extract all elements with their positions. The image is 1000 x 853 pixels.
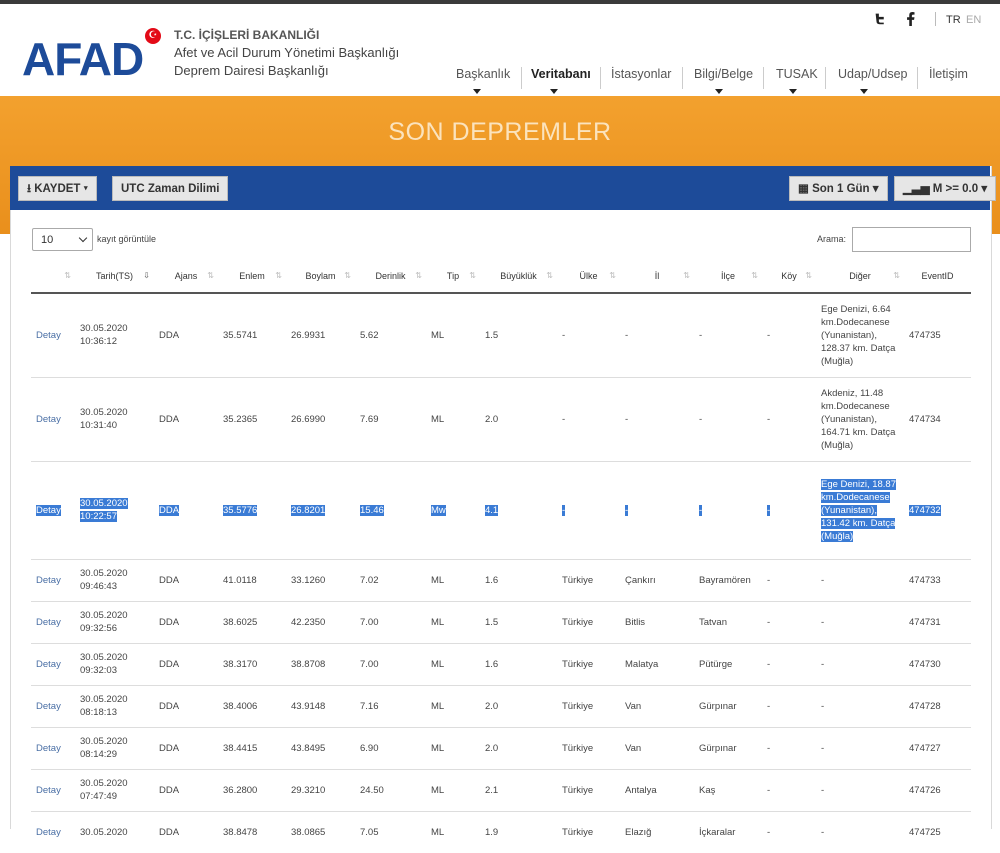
event-id-cell: 474733 — [904, 559, 971, 601]
agency-cell: DDA — [154, 811, 218, 853]
country-cell: Türkiye — [557, 811, 620, 853]
type-cell: ML — [426, 727, 480, 769]
latitude-cell: 38.4415 — [218, 727, 286, 769]
nav-separator — [917, 67, 918, 89]
latitude-cell: 35.5741 — [218, 293, 286, 377]
district-cell: Gürpınar — [694, 685, 762, 727]
magnitude-cell: 1.9 — [480, 811, 557, 853]
table-row[interactable] — [31, 461, 971, 559]
detay-link[interactable]: Detay — [31, 293, 75, 377]
search-input[interactable] — [852, 227, 971, 252]
agency-cell: DDA — [154, 293, 218, 377]
nav-separator — [763, 67, 764, 89]
magnitude-cell: 1.6 — [480, 559, 557, 601]
village-cell: - — [762, 685, 816, 727]
country-cell: - — [557, 377, 620, 461]
nav-udap-udsep[interactable]: Udap/Udsep — [838, 67, 908, 81]
magnitude-filter-label: M >= 0.0 — [932, 183, 979, 195]
type-cell: ML — [426, 769, 480, 811]
province-cell: Çankırı — [620, 559, 694, 601]
province-cell: - — [620, 377, 694, 461]
org-line-ministry: T.C. İÇİŞLERİ BAKANLIĞI — [174, 28, 320, 42]
twitter-icon[interactable] — [874, 12, 887, 29]
nav-tusak[interactable]: TUSAK — [776, 67, 818, 81]
column-header[interactable]: Tarih(TS) ⇩ — [75, 260, 154, 293]
district-cell: - — [694, 377, 762, 461]
type-cell: ML — [426, 601, 480, 643]
country-cell: - — [557, 293, 620, 377]
event-id-cell: 474725 — [904, 811, 971, 853]
page-length-value: 10 — [41, 234, 54, 246]
type-cell: ML — [426, 811, 480, 853]
caret-down-icon: ▾ — [981, 183, 988, 195]
type-cell: Mw — [426, 461, 480, 559]
district-cell: Kaş — [694, 769, 762, 811]
longitude-cell: 26.8201 — [286, 461, 355, 559]
village-cell: - — [762, 601, 816, 643]
sort-icon: ⇅ — [344, 271, 351, 280]
country-cell: Türkiye — [557, 643, 620, 685]
latitude-cell: 38.4006 — [218, 685, 286, 727]
chevron-down-icon — [550, 89, 558, 94]
sort-icon: ⇅ — [64, 271, 71, 280]
longitude-cell: 38.8708 — [286, 643, 355, 685]
page-length-label: kayıt görüntüle — [97, 234, 157, 244]
type-cell: ML — [426, 685, 480, 727]
event-id-cell: 474734 — [904, 377, 971, 461]
utc-timezone-label: UTC Zaman Dilimi — [121, 183, 220, 195]
detay-link[interactable]: Detay — [31, 461, 75, 559]
type-cell: ML — [426, 559, 480, 601]
nav-veritabani[interactable]: Veritabanı — [531, 67, 591, 81]
other-cell: - — [816, 727, 904, 769]
table-row[interactable] — [31, 601, 971, 643]
village-cell: - — [762, 461, 816, 559]
other-cell: - — [816, 769, 904, 811]
type-cell: ML — [426, 377, 480, 461]
chevron-down-icon — [79, 234, 87, 242]
other-cell: Ege Denizi, 6.64 km.Dodecanese (Yunanistan), 128.37 km. Datça (Muğla) — [816, 293, 904, 377]
magnitude-cell: 2.0 — [480, 377, 557, 461]
nav-separator — [825, 67, 826, 89]
sort-icon: ⇅ — [683, 271, 690, 280]
search-label: Arama: — [817, 234, 847, 244]
period-filter-button[interactable] — [789, 176, 888, 201]
province-cell: - — [620, 293, 694, 377]
village-cell: - — [762, 811, 816, 853]
sort-icon: ⇅ — [207, 271, 214, 280]
column-header[interactable]: Derinlik ⇅ — [355, 260, 426, 293]
longitude-cell: 43.8495 — [286, 727, 355, 769]
table-row[interactable] — [31, 685, 971, 727]
other-cell: - — [816, 643, 904, 685]
detay-link[interactable]: Detay — [31, 769, 75, 811]
download-icon: ⭳ — [27, 183, 32, 195]
event-id-cell: 474731 — [904, 601, 971, 643]
sort-icon: ⇅ — [805, 271, 812, 280]
district-cell: Pütürge — [694, 643, 762, 685]
province-cell: Van — [620, 685, 694, 727]
latitude-cell: 38.6025 — [218, 601, 286, 643]
longitude-cell: 38.0865 — [286, 811, 355, 853]
date-cell: 30.05.2020 09:32:03 — [75, 643, 154, 685]
calendar-icon: ▦ — [798, 183, 809, 195]
other-cell: - — [816, 559, 904, 601]
village-cell: - — [762, 377, 816, 461]
caret-down-icon: ▾ — [872, 183, 879, 195]
date-cell: 30.05.2020 09:46:43 — [75, 559, 154, 601]
longitude-cell: 42.2350 — [286, 601, 355, 643]
date-cell: 30.05.2020 09:32:56 — [75, 601, 154, 643]
magnitude-cell: 1.5 — [480, 601, 557, 643]
country-cell: Türkiye — [557, 769, 620, 811]
depth-cell: 7.69 — [355, 377, 426, 461]
agency-cell: DDA — [154, 727, 218, 769]
org-line-department: Deprem Dairesi Başkanlığı — [174, 63, 329, 78]
date-cell: 30.05.2020 10:22:57 — [75, 461, 154, 559]
page-title: SON DEPREMLER — [388, 118, 612, 146]
depth-cell: 7.00 — [355, 643, 426, 685]
magnitude-cell: 2.0 — [480, 685, 557, 727]
facebook-icon[interactable] — [906, 12, 916, 30]
longitude-cell: 33.1260 — [286, 559, 355, 601]
detay-link[interactable]: Detay — [31, 601, 75, 643]
district-cell: Bayramören — [694, 559, 762, 601]
latitude-cell: 36.2800 — [218, 769, 286, 811]
column-header[interactable]: EventID — [904, 260, 971, 293]
country-cell: Türkiye — [557, 727, 620, 769]
nav-bilgi-belge[interactable]: Bilgi/Belge — [694, 67, 754, 81]
sort-icon: ⇅ — [751, 271, 758, 280]
table-row[interactable] — [31, 727, 971, 769]
province-cell: Bitlis — [620, 601, 694, 643]
other-cell: - — [816, 685, 904, 727]
table-row[interactable] — [31, 769, 971, 811]
district-cell: Tatvan — [694, 601, 762, 643]
detay-link[interactable]: Detay — [31, 559, 75, 601]
detay-link[interactable]: Detay — [31, 811, 75, 853]
chevron-down-icon — [789, 89, 797, 94]
agency-cell: DDA — [154, 461, 218, 559]
nav-separator — [682, 67, 683, 89]
latitude-cell: 35.2365 — [218, 377, 286, 461]
depth-cell: 7.16 — [355, 685, 426, 727]
sort-icon: ⇅ — [893, 271, 900, 280]
date-cell: 30.05.2020 — [75, 811, 154, 853]
province-cell: - — [620, 461, 694, 559]
depth-cell: 6.90 — [355, 727, 426, 769]
village-cell: - — [762, 643, 816, 685]
lang-tr-link[interactable]: TR — [946, 14, 961, 26]
province-cell: Antalya — [620, 769, 694, 811]
nav-baskanlik[interactable]: Başkanlık — [456, 67, 511, 81]
detay-link[interactable]: Detay — [31, 643, 75, 685]
type-cell: ML — [426, 643, 480, 685]
longitude-cell: 26.9931 — [286, 293, 355, 377]
org-line-afad: Afet ve Acil Durum Yönetimi Başkanlığı — [174, 45, 400, 60]
table-header-row — [31, 260, 971, 293]
sort-icon: ⇅ — [415, 271, 422, 280]
nav-iletisim[interactable]: İletişim — [929, 67, 968, 81]
event-id-cell: 474727 — [904, 727, 971, 769]
date-cell: 30.05.2020 07:47:49 — [75, 769, 154, 811]
turkish-flag-icon: ☪ — [145, 28, 161, 44]
depth-cell: 24.50 — [355, 769, 426, 811]
agency-cell: DDA — [154, 559, 218, 601]
column-header[interactable] — [31, 260, 75, 293]
signal-bars-icon: ▁▃▅ — [903, 183, 930, 195]
agency-cell: DDA — [154, 769, 218, 811]
latitude-cell: 38.8478 — [218, 811, 286, 853]
save-button[interactable] — [18, 176, 97, 201]
sort-icon: ⇅ — [275, 271, 282, 280]
column-header[interactable]: Ülke ⇅ — [557, 260, 620, 293]
column-header[interactable]: Köy ⇅ — [762, 260, 816, 293]
earthquake-table — [31, 260, 971, 853]
save-button-label: KAYDET — [34, 183, 81, 195]
province-cell: Van — [620, 727, 694, 769]
province-cell: Elazığ — [620, 811, 694, 853]
caret-down-icon: ▾ — [83, 183, 88, 195]
event-id-cell: 474735 — [904, 293, 971, 377]
district-cell: - — [694, 293, 762, 377]
table-row[interactable] — [31, 643, 971, 685]
column-header[interactable]: Ajans ⇅ — [154, 260, 218, 293]
table-row[interactable] — [31, 377, 971, 461]
column-header[interactable]: Tip ⇅ — [426, 260, 480, 293]
site-header — [0, 4, 1000, 96]
depth-cell: 7.00 — [355, 601, 426, 643]
agency-cell: DDA — [154, 685, 218, 727]
detay-link[interactable]: Detay — [31, 377, 75, 461]
latitude-cell: 41.0118 — [218, 559, 286, 601]
agency-cell: DDA — [154, 643, 218, 685]
village-cell: - — [762, 559, 816, 601]
latitude-cell: 38.3170 — [218, 643, 286, 685]
chevron-down-icon — [715, 89, 723, 94]
district-cell: Gürpınar — [694, 727, 762, 769]
other-cell: - — [816, 811, 904, 853]
district-cell: - — [694, 461, 762, 559]
longitude-cell: 29.3210 — [286, 769, 355, 811]
agency-cell: DDA — [154, 377, 218, 461]
sort-icon: ⇅ — [469, 271, 476, 280]
sort-desc-icon: ⇩ — [143, 271, 150, 280]
village-cell: - — [762, 293, 816, 377]
column-header[interactable]: İl ⇅ — [620, 260, 694, 293]
date-cell: 30.05.2020 10:31:40 — [75, 377, 154, 461]
latitude-cell: 35.5776 — [218, 461, 286, 559]
sort-icon: ⇅ — [609, 271, 616, 280]
column-header[interactable]: Boylam ⇅ — [286, 260, 355, 293]
other-cell: - — [816, 601, 904, 643]
event-id-cell: 474732 — [904, 461, 971, 559]
lang-en-link[interactable]: EN — [966, 14, 982, 26]
event-id-cell: 474726 — [904, 769, 971, 811]
province-cell: Malatya — [620, 643, 694, 685]
magnitude-cell: 4.1 — [480, 461, 557, 559]
period-filter-label: Son 1 Gün — [812, 183, 870, 195]
chevron-down-icon — [860, 89, 868, 94]
column-header[interactable]: İlçe ⇅ — [694, 260, 762, 293]
magnitude-cell: 2.1 — [480, 769, 557, 811]
column-header[interactable]: Enlem ⇅ — [218, 260, 286, 293]
village-cell: - — [762, 769, 816, 811]
event-id-cell: 474728 — [904, 685, 971, 727]
village-cell: - — [762, 727, 816, 769]
depth-cell: 15.46 — [355, 461, 426, 559]
depth-cell: 7.02 — [355, 559, 426, 601]
agency-cell: DDA — [154, 601, 218, 643]
column-header[interactable]: Diğer ⇅ — [816, 260, 904, 293]
table-row[interactable] — [31, 811, 971, 853]
column-header[interactable]: Büyüklük ⇅ — [480, 260, 557, 293]
organization-name — [174, 26, 399, 80]
country-cell: Türkiye — [557, 601, 620, 643]
country-cell: - — [557, 461, 620, 559]
detay-link[interactable]: Detay — [31, 727, 75, 769]
lang-divider — [935, 12, 936, 26]
type-cell: ML — [426, 293, 480, 377]
date-cell: 30.05.2020 08:14:29 — [75, 727, 154, 769]
other-cell: Ege Denizi, 18.87 km.Dodecanese (Yunanistan), 131.42 km. Datça (Muğla) — [816, 461, 904, 559]
country-cell: Türkiye — [557, 559, 620, 601]
other-cell: Akdeniz, 11.48 km.Dodecanese (Yunanistan), 164.71 km. Datça (Muğla) — [816, 377, 904, 461]
depth-cell: 7.05 — [355, 811, 426, 853]
table-row[interactable] — [31, 559, 971, 601]
longitude-cell: 26.6990 — [286, 377, 355, 461]
sort-icon: ⇅ — [546, 271, 553, 280]
magnitude-filter-button[interactable] — [894, 176, 996, 201]
date-cell: 30.05.2020 08:18:13 — [75, 685, 154, 727]
page-length-select[interactable] — [32, 228, 93, 251]
utc-timezone-button[interactable] — [112, 176, 228, 201]
magnitude-cell: 2.0 — [480, 727, 557, 769]
nav-separator — [521, 67, 522, 89]
nav-istasyonlar[interactable]: İstasyonlar — [611, 67, 672, 81]
event-id-cell: 474730 — [904, 643, 971, 685]
table-row[interactable] — [31, 293, 971, 377]
country-cell: Türkiye — [557, 685, 620, 727]
district-cell: İçkaralar — [694, 811, 762, 853]
date-cell: 30.05.2020 10:36:12 — [75, 293, 154, 377]
afad-logo[interactable]: AFAD — [22, 33, 144, 85]
depth-cell: 5.62 — [355, 293, 426, 377]
magnitude-cell: 1.5 — [480, 293, 557, 377]
magnitude-cell: 1.6 — [480, 643, 557, 685]
nav-separator — [600, 67, 601, 89]
longitude-cell: 43.9148 — [286, 685, 355, 727]
detay-link[interactable]: Detay — [31, 685, 75, 727]
chevron-down-icon — [473, 89, 481, 94]
